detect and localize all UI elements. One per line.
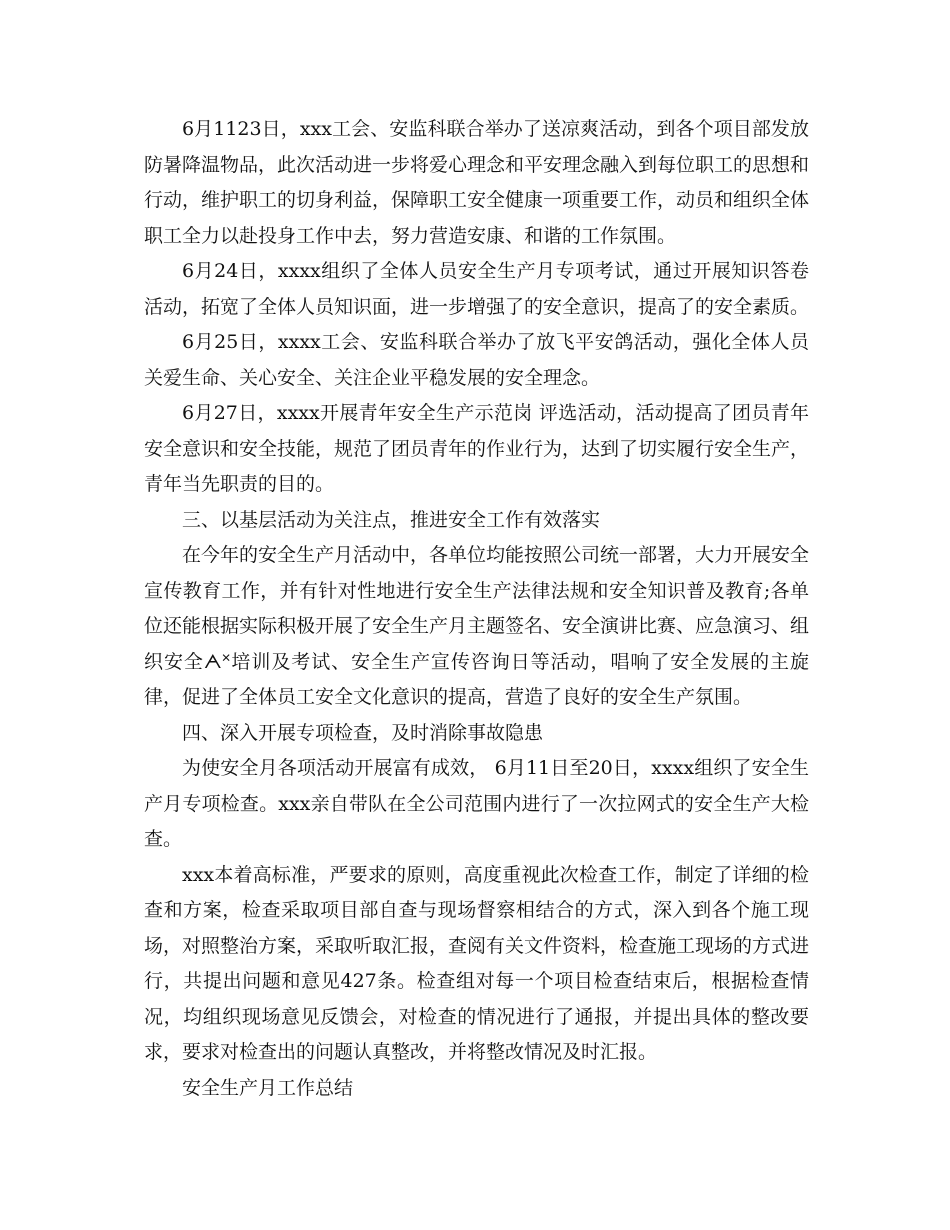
paragraph-june-27-youth-post: 6月27日，xxxx开展青年安全生产示范岗 评选活动，活动提高了团员青年安全意识和安全技能，规范了团员青年的作业行为，达到了切实履行安全生产，青年当先职责的目的。: [144, 402, 810, 495]
section-heading-three: 三、以基层活动为关注点，推进安全工作有效落实: [182, 508, 601, 531]
paragraph-safety-month-activities: 在今年的安全生产月活动中，各单位均能按照公司统一部署，大力开展安全宣传教育工作，并有针对性地进行安全生产法律法规和安全知识普及教育;各单位还能根据实际积极开展了安全生产月主题签名、安全演讲比赛、应急演习、组织安全ᗅᕁ培训及考试、安全生产宣传咨询日等活动，唱响了安全发展的主旋律，促进了全体员工安全文化意识的提高，营造了良好的安全生产氛围。: [144, 544, 810, 708]
paragraph-june-25-peace-dove: 6月25日，xxxx工会、安监科联合举办了放飞平安鸽活动，强化全体人员关爱生命、关心安全、关注企业平稳发展的安全理念。: [144, 331, 809, 389]
paragraph-inspection-details: xxx本着高标准，严要求的原则，高度重视此次检查工作，制定了详细的检查和方案，检查采取项目部自查与现场督察相结合的方式，深入到各个施工现场，对照整治方案，采取听取汇报，查阅有关文件资料，检查施工现场的方式进行，共提出问题和意见427条。检查组对每一个项目检查结束后，根据检查情况，均组织现场意见反馈会，对检查的情况进行了通报，并提出具体的整改要求，要求对检查出的问题认真整改，并将整改情况及时汇报。: [144, 863, 810, 1063]
paragraph-june-24-exam: 6月24日，xxxx组织了全体人员安全生产月专项考试，通过开展知识答卷活动，拓宽了全体人员知识面，进一步增强了的安全意识，提高了的安全素质。: [144, 260, 810, 318]
paragraph-special-inspection: 为使安全月各项活动开展富有成效， 6月11日至20日，xxxx组织了安全生产月专项检查。xxx亲自带队在全公司范围内进行了一次拉网式的安全生产大检查。: [144, 757, 809, 850]
document-body: [144, 112, 809, 1106]
closing-title: 安全生产月工作总结: [182, 1076, 354, 1099]
section-heading-four: 四、深入开展专项检查，及时消除事故隐患: [182, 721, 544, 744]
paragraph-june-11-23-cooling-activity: 6月1123日，xxx工会、安监科联合举办了送凉爽活动，到各个项目部发放防暑降温物品，此次活动进一步将爱心理念和平安理念融入到每位职工的思想和行动，维护职工的切身利益，保障职工安全健康一项重要工作，动员和组织全体职工全力以赴投身工作中去，努力营造安康、和谐的工作氛围。: [144, 118, 810, 247]
